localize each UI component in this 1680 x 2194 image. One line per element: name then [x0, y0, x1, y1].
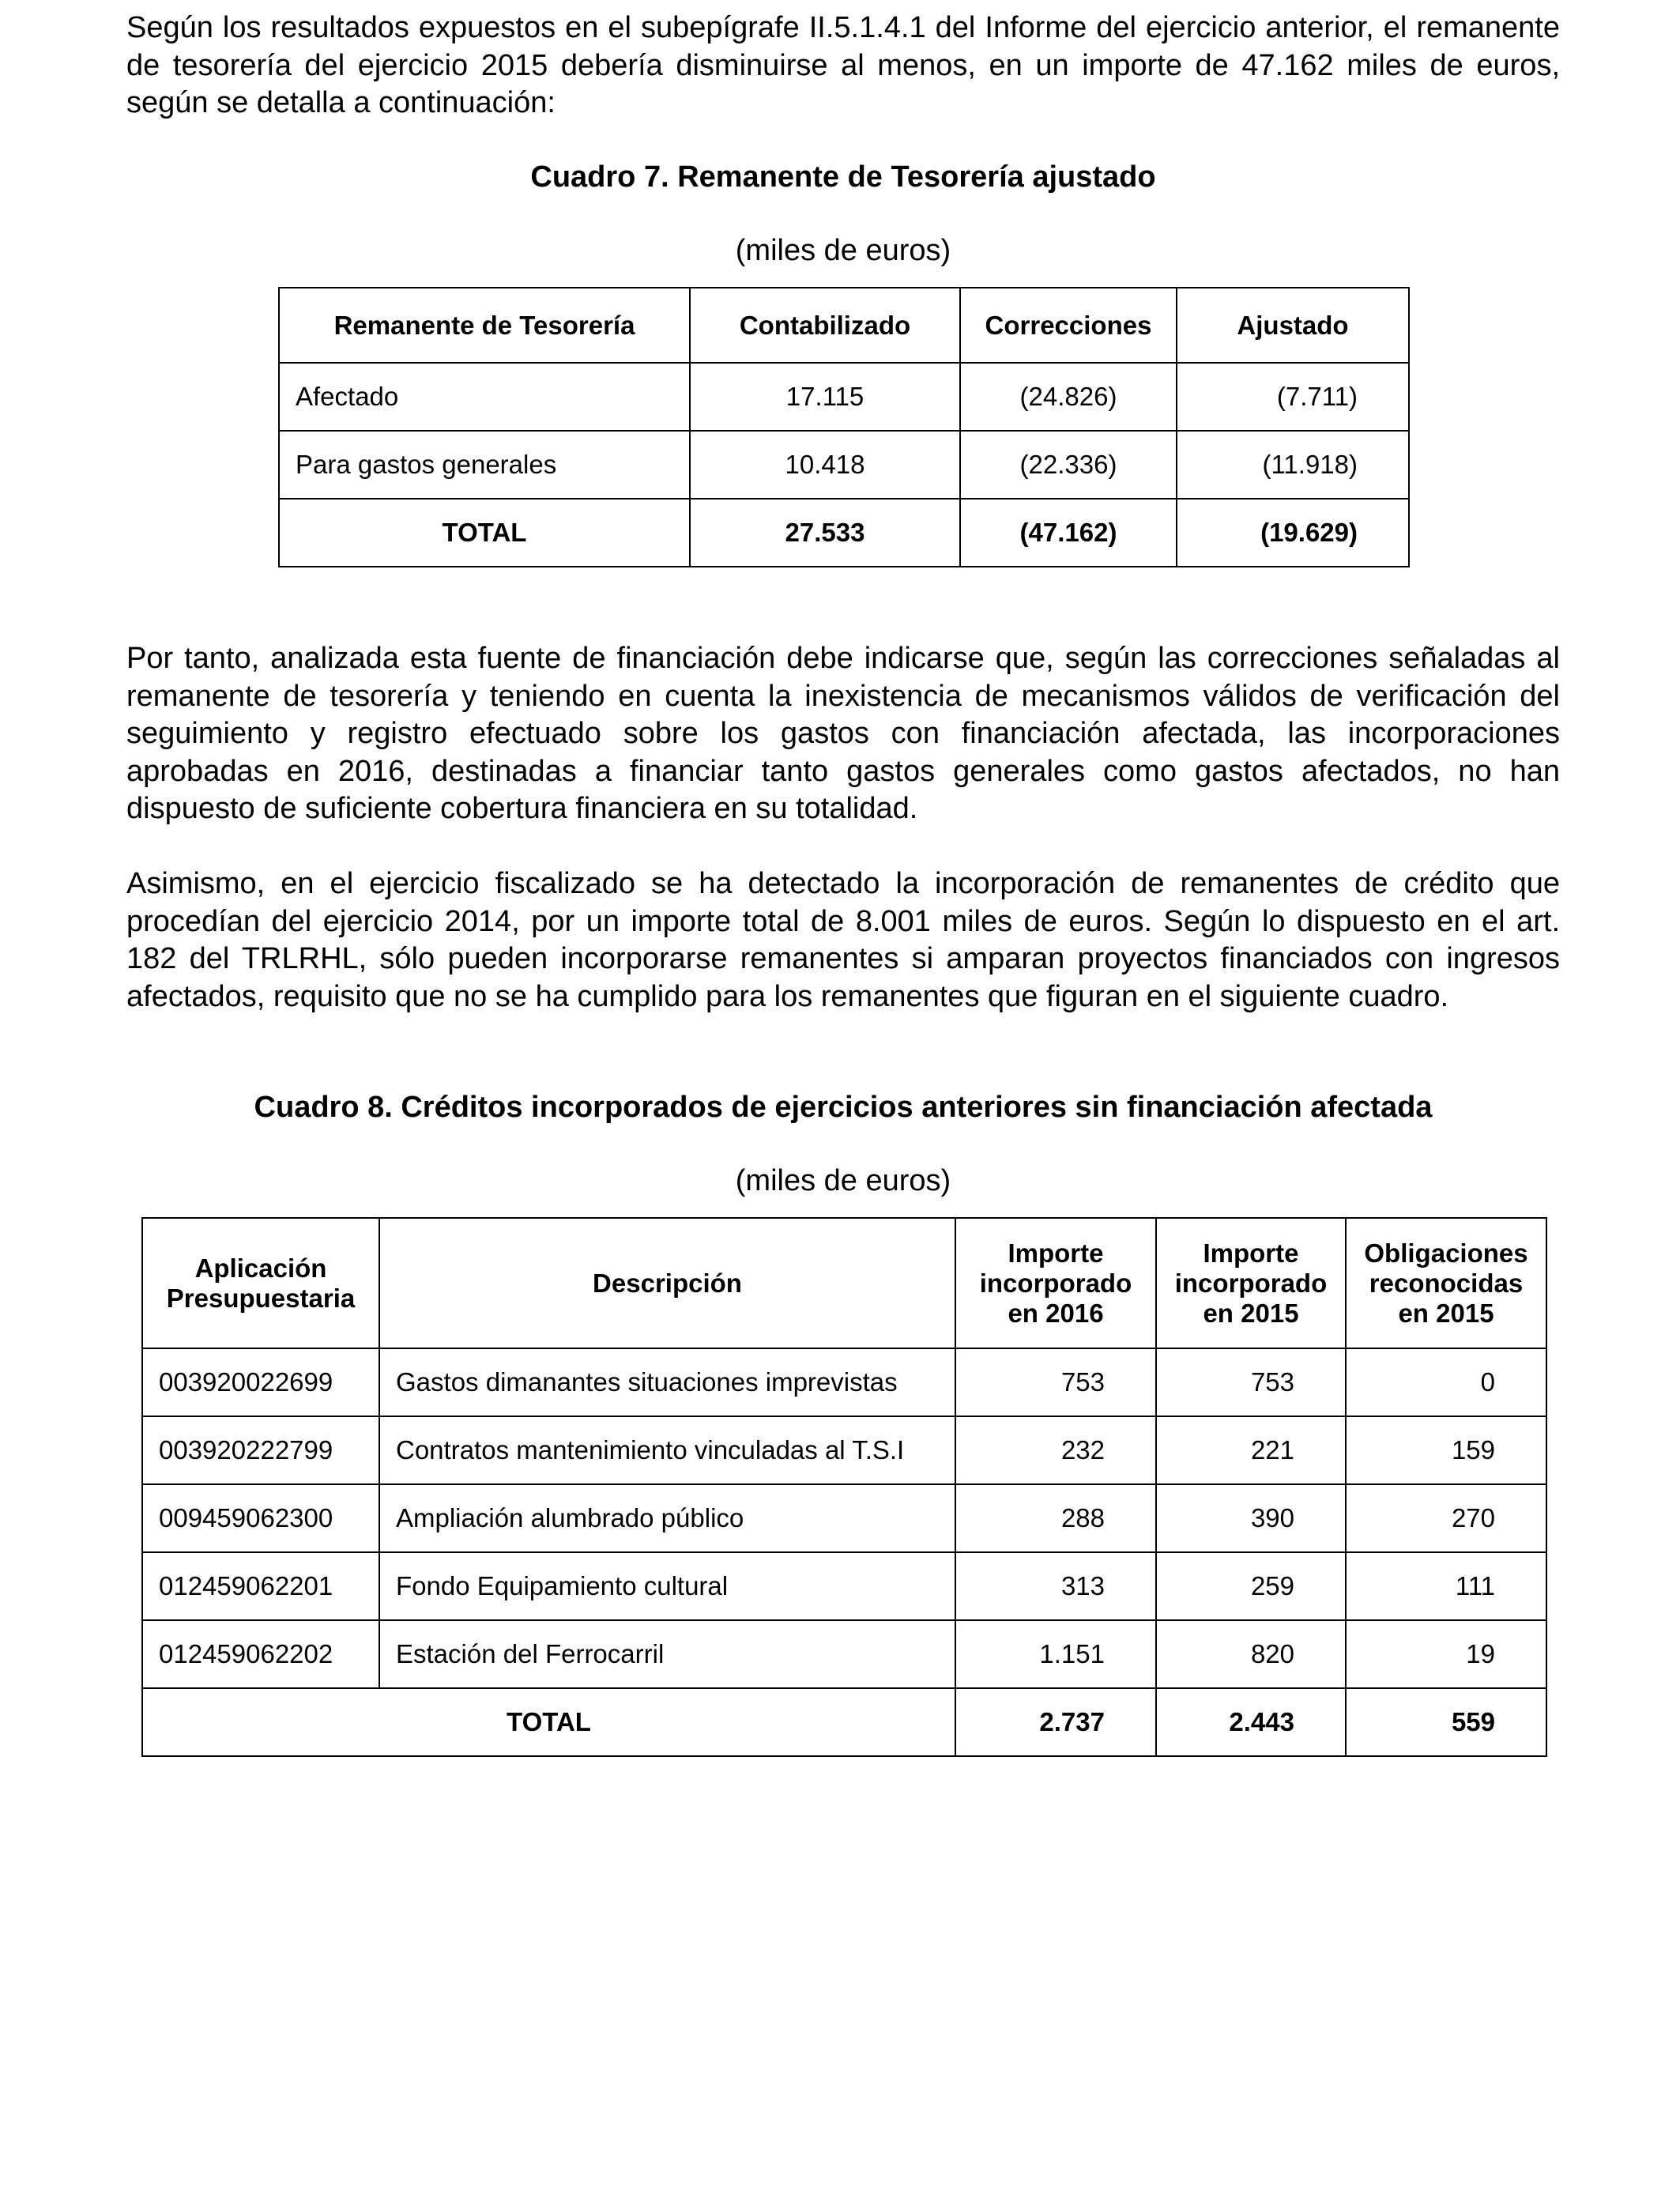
table-cell: 003920222799	[142, 1416, 379, 1484]
table-row	[142, 1484, 1546, 1552]
table-cell: 012459062202	[142, 1620, 379, 1688]
intro-paragraph: Según los resultados expuestos en el subepígrafe II.5.1.4.1 del Informe del ejercicio anterior, el remanente de tesorería del ejercicio 2015 debería disminuirse al menos, en un importe de 47.162 miles de euros, según se detalla a continuación:	[126, 11, 1560, 119]
table-cell: 2.443	[1156, 1688, 1346, 1756]
table-cell: 390	[1156, 1484, 1346, 1552]
table-cell: 221	[1156, 1416, 1346, 1484]
table-cell: Contratos mantenimiento vinculadas al T.S.I	[379, 1416, 955, 1484]
analysis-paragraph: Por tanto, analizada esta fuente de financiación debe indicarse que, según las correcciones señaladas al remanente de tesorería y teniendo en cuenta la inexistencia de mecanismos válidos de verificación del seguimiento y registro efectuado sobre los gastos con financiación afectada, las incorporaciones aprobadas en 2016, destinadas a financiar tanto gastos generales como gastos afectados, no han dispuesto de suficiente cobertura financiera en su totalidad.	[126, 642, 1560, 825]
table-cell: (19.629)	[1177, 499, 1409, 567]
table-row	[142, 1620, 1546, 1688]
table-cell: 753	[1156, 1348, 1346, 1416]
table8-units: (miles de euros)	[735, 1164, 951, 1197]
table8-creditos-incorporados	[141, 1217, 1547, 1757]
table-cell: 009459062300	[142, 1484, 379, 1552]
table7-units: (miles de euros)	[735, 234, 951, 267]
table8-header-cell	[1346, 1218, 1546, 1348]
table-cell: Gastos dimanantes situaciones imprevistas	[379, 1348, 955, 1416]
table7-header-row	[279, 288, 1409, 363]
table-cell: TOTAL	[279, 499, 690, 567]
table-cell: 159	[1346, 1416, 1546, 1484]
table-cell: (22.336)	[960, 431, 1177, 499]
table-row	[142, 1416, 1546, 1484]
table-cell: 19	[1346, 1620, 1546, 1688]
header-line: Importe	[1203, 1238, 1299, 1268]
table8-title: Cuadro 8. Créditos incorporados de ejercicios anteriores sin financiación afectada	[254, 1091, 1433, 1124]
table-row	[142, 1348, 1546, 1416]
table7-header-cell: Correcciones	[960, 288, 1177, 363]
table-cell: 1.151	[955, 1620, 1156, 1688]
table-cell: 232	[955, 1416, 1156, 1484]
table8-header-cell	[1156, 1218, 1346, 1348]
table-cell: Estación del Ferrocarril	[379, 1620, 955, 1688]
table7-header-cell: Ajustado	[1177, 288, 1409, 363]
table-cell: 10.418	[690, 431, 960, 499]
table-cell: (11.918)	[1177, 431, 1409, 499]
table-cell: 111	[1346, 1552, 1546, 1620]
table-cell: 2.737	[955, 1688, 1156, 1756]
header-line: en 2015	[1398, 1298, 1494, 1328]
header-line: Presupuestaria	[166, 1283, 356, 1313]
table-cell: (24.826)	[960, 363, 1177, 431]
table-cell: Fondo Equipamiento cultural	[379, 1552, 955, 1620]
table-cell: TOTAL	[142, 1688, 955, 1756]
table-cell: 003920022699	[142, 1348, 379, 1416]
table-cell: 313	[955, 1552, 1156, 1620]
table8-header-cell: Descripción	[379, 1218, 955, 1348]
table-cell: Ampliación alumbrado público	[379, 1484, 955, 1552]
table-cell: 27.533	[690, 499, 960, 567]
asimismo-paragraph: Asimismo, en el ejercicio fiscalizado se ha detectado la incorporación de remanentes de crédito que procedían del ejercicio 2014, por un importe total de 8.001 miles de euros. Según lo dispuesto en el art. 182 del TRLRHL, sólo pueden incorporarse remanentes si amparan proyectos financiados con ingresos afectados, requisito que no se ha cumplido para los remanentes que figuran en el siguiente cuadro.	[126, 867, 1560, 1013]
header-line: Obligaciones	[1364, 1238, 1528, 1268]
header-line: en 2015	[1203, 1298, 1299, 1328]
header-line: en 2016	[1008, 1298, 1104, 1328]
table-cell: 270	[1346, 1484, 1546, 1552]
table7-header-cell: Remanente de Tesorería	[279, 288, 690, 363]
header-line: incorporado	[1174, 1268, 1328, 1298]
table7-title: Cuadro 7. Remanente de Tesorería ajustado	[530, 160, 1156, 194]
table8-header-cell	[955, 1218, 1156, 1348]
table-cell: 820	[1156, 1620, 1346, 1688]
table-cell: (47.162)	[960, 499, 1177, 567]
table-row	[279, 431, 1409, 499]
table-row	[142, 1552, 1546, 1620]
table-cell: 288	[955, 1484, 1156, 1552]
table7-header-cell: Contabilizado	[690, 288, 960, 363]
table8-header-cell	[142, 1218, 379, 1348]
header-line: Importe	[1008, 1238, 1104, 1268]
table8-header-row	[142, 1218, 1546, 1348]
table-cell: 559	[1346, 1688, 1546, 1756]
table-cell: 753	[955, 1348, 1156, 1416]
table-cell: 0	[1346, 1348, 1546, 1416]
table-cell: 259	[1156, 1552, 1346, 1620]
header-line: reconocidas	[1369, 1268, 1524, 1298]
table-cell: Para gastos generales	[279, 431, 690, 499]
table-cell: 012459062201	[142, 1552, 379, 1620]
table8-total-row	[142, 1688, 1546, 1756]
table-cell: 17.115	[690, 363, 960, 431]
table-row	[279, 363, 1409, 431]
header-line: Aplicación	[194, 1253, 327, 1283]
table7-remanente-tesoreria	[278, 287, 1410, 567]
table-cell: (7.711)	[1177, 363, 1409, 431]
header-line: incorporado	[979, 1268, 1132, 1298]
table-cell: Afectado	[279, 363, 690, 431]
table7-total-row	[279, 499, 1409, 567]
